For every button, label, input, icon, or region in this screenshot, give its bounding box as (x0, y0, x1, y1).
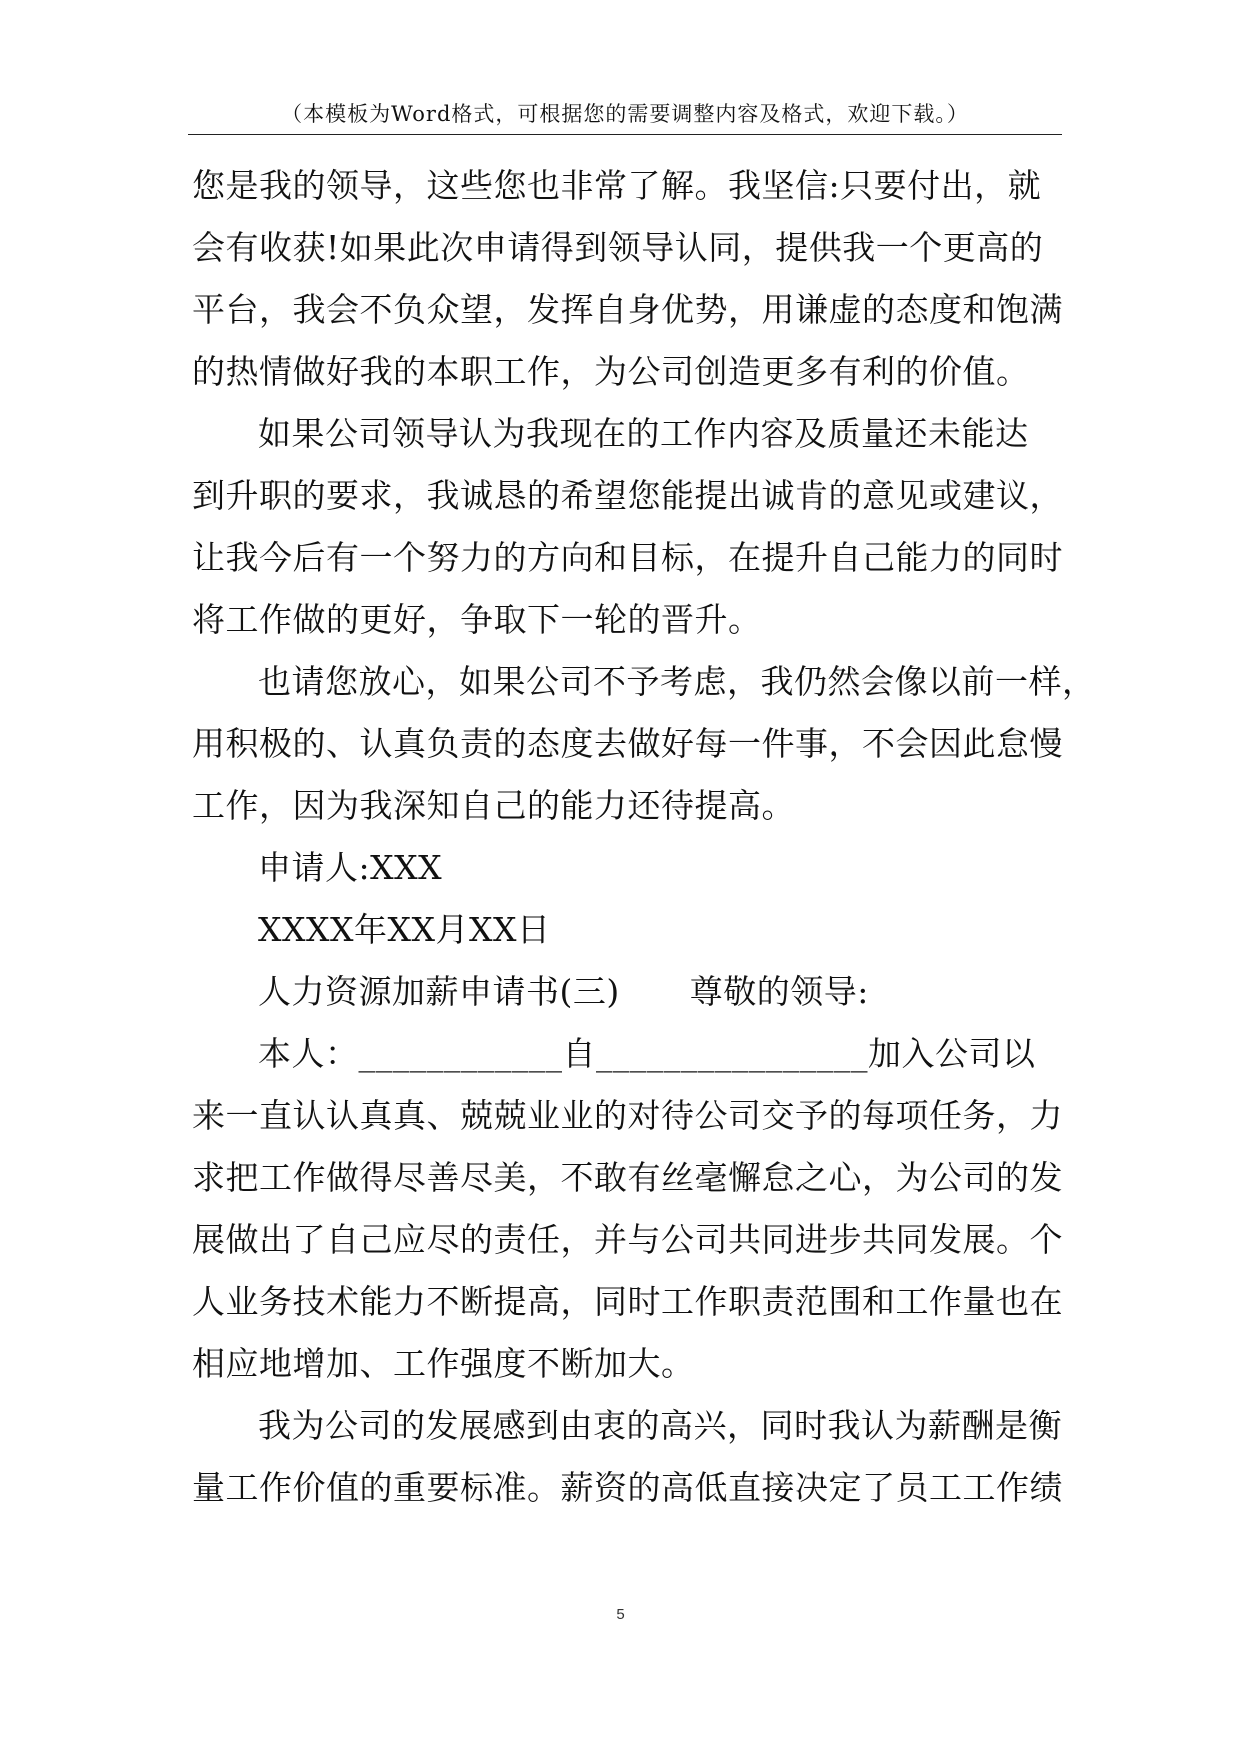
page-number: 5 (616, 1606, 625, 1623)
body-line: 将工作做的更好，争取下一轮的晋升。 (192, 600, 762, 639)
body-line: 工作，因为我深知自己的能力还待提高。 (192, 786, 795, 825)
page-header (188, 100, 1062, 128)
body-line: 展做出了自己应尽的责任，并与公司共同进步共同发展。个 (192, 1220, 1063, 1259)
body-line: 我为公司的发展感到由衷的高兴，同时我认为薪酬是衡 (258, 1406, 1062, 1445)
body-line: 平台，我会不负众望，发挥自身优势，用谦虚的态度和饱满 (192, 290, 1063, 329)
body-line: 本人：____________自________________加入公司以 (258, 1034, 1036, 1073)
body-line: 到升职的要求，我诚恳的希望您能提出诚肯的意见或建议， (192, 476, 1063, 515)
section-heading-line (192, 961, 1072, 1023)
document-body (192, 155, 1096, 1519)
template-note: （本模板为Word格式，可根据您的需要调整内容及格式，欢迎下载。） (281, 102, 969, 126)
section-title: 人力资源加薪申请书(三) (258, 972, 620, 1011)
body-line: 相应地增加、工作强度不断加大。 (192, 1344, 695, 1383)
body-line: 如果公司领导认为我现在的工作内容及质量还未能达 (258, 414, 1029, 453)
body-line: 会有收获!如果此次申请得到领导认同，提供我一个更高的 (192, 228, 1044, 267)
date-line: XXXX年XX月XX日 (258, 910, 551, 949)
body-line: 您是我的领导，这些您也非常了解。我坚信:只要付出，就 (192, 166, 1042, 205)
body-line: 也请您放心，如果公司不予考虑，我仍然会像以前一样， (258, 662, 1096, 701)
applicant-line: 申请人:XXX (258, 848, 443, 887)
body-line: 让我今后有一个努力的方向和目标，在提升自己能力的同时 (192, 538, 1063, 577)
body-line: 来一直认认真真、兢兢业业的对待公司交予的每项任务，力 (192, 1096, 1063, 1135)
header-divider (188, 134, 1062, 135)
body-line: 人业务技术能力不断提高，同时工作职责范围和工作量也在 (192, 1282, 1063, 1321)
body-line: 量工作价值的重要标准。薪资的高低直接决定了员工工作绩 (192, 1468, 1063, 1507)
body-line: 的热情做好我的本职工作，为公司创造更多有利的价值。 (192, 352, 1030, 391)
salutation: 尊敬的领导: (689, 972, 869, 1011)
body-line: 用积极的、认真负责的态度去做好每一件事，不会因此怠慢 (192, 724, 1063, 763)
body-line: 求把工作做得尽善尽美，不敢有丝毫懈怠之心，为公司的发 (192, 1158, 1063, 1197)
